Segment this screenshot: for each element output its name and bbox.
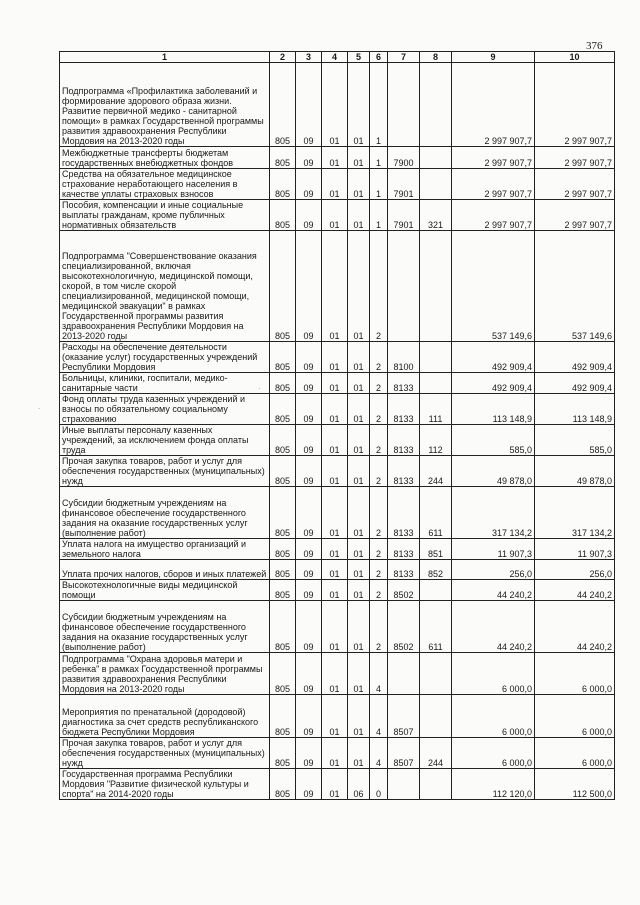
row-name: Субсидии бюджетным учреждениям на финансовое обеспечение государственного задания на оказание государственных услуг (выполнение работ) [60,487,270,539]
col2-code: 805 [270,169,296,200]
row-name: Уплата налога на имущество организаций и земельного налога [60,539,270,560]
col10-amount: 6 000,0 [535,653,615,695]
col2-code: 805 [270,580,296,601]
col3-code: 09 [296,231,322,342]
col2-code: 805 [270,394,296,425]
col7-code: 8133 [388,456,420,487]
col5-code: 06 [348,769,370,800]
col7-code: 8507 [388,695,420,738]
column-header: 2 [270,52,296,63]
column-header: 10 [535,52,615,63]
col5-code: 01 [348,169,370,200]
col3-code: 09 [296,169,322,200]
col3-code: 09 [296,695,322,738]
col3-code: 09 [296,769,322,800]
row-name: Подпрограмма «Профилактика заболеваний и формирование здорового образа жизни. Развитие первичной медико - санитарной помощи» в рамках Государственной программы развития здравоохранения Республики Мордовия на 2013-2020 годы [60,63,270,147]
col9-amount: 492 909,4 [452,342,535,373]
col2-code: 805 [270,560,296,580]
col2-code: 805 [270,63,296,147]
col5-code: 01 [348,63,370,147]
col5-code: 01 [348,695,370,738]
col2-code: 805 [270,539,296,560]
col6-code: 4 [370,738,388,769]
col9-amount: 256,0 [452,560,535,580]
row-name: Мероприятия по пренатальной (дородовой) диагностика за счет средств республиканского бюджета Республики Мордовия [60,695,270,738]
col8-code: 112 [420,425,452,456]
table-row [60,738,615,769]
col7-code: 8133 [388,373,420,394]
col4-code: 01 [322,373,348,394]
col3-code: 09 [296,200,322,231]
table-header-row [60,52,615,63]
row-name: Расходы на обеспечение деятельности (оказание услуг) государственных учреждений Республики Мордовия [60,342,270,373]
col6-code: 2 [370,425,388,456]
col10-amount: 492 909,4 [535,373,615,394]
table-row [60,560,615,580]
row-name: Больницы, клиники, госпитали, медико-санитарные части [60,373,270,394]
col8-code: 611 [420,487,452,539]
col2-code: 805 [270,601,296,653]
col8-code [420,342,452,373]
col2-code: 805 [270,200,296,231]
col5-code: 01 [348,539,370,560]
col9-amount: 49 878,0 [452,456,535,487]
col4-code: 01 [322,580,348,601]
col6-code: 2 [370,560,388,580]
col10-amount: 44 240,2 [535,601,615,653]
col5-code: 01 [348,487,370,539]
col7-code: 8133 [388,425,420,456]
table-body [60,63,615,800]
col3-code: 09 [296,653,322,695]
col5-code: 01 [348,231,370,342]
table-row [60,487,615,539]
col7-code: 8133 [388,487,420,539]
row-name: Прочая закупка товаров, работ и услуг для обеспечения государственных (муниципальных) нужд [60,456,270,487]
col7-code [388,769,420,800]
col10-amount: 537 149,6 [535,231,615,342]
col10-amount: 44 240,2 [535,580,615,601]
col8-code [420,63,452,147]
col8-code [420,769,452,800]
col4-code: 01 [322,200,348,231]
column-header: 3 [296,52,322,63]
col8-code [420,695,452,738]
table-row [60,539,615,560]
col6-code: 1 [370,147,388,169]
col3-code: 09 [296,580,322,601]
table-row [60,342,615,373]
col7-code: 7901 [388,200,420,231]
col4-code: 01 [322,231,348,342]
col7-code: 8502 [388,580,420,601]
col4-code: 01 [322,169,348,200]
col5-code: 01 [348,147,370,169]
col9-amount: 492 909,4 [452,373,535,394]
table-row [60,231,615,342]
col3-code: 09 [296,601,322,653]
col3-code: 09 [296,147,322,169]
row-name: Уплата прочих налогов, сборов и иных платежей [60,560,270,580]
col4-code: 01 [322,601,348,653]
col9-amount: 112 120,0 [452,769,535,800]
col2-code: 805 [270,653,296,695]
row-name: Прочая закупка товаров, работ и услуг для обеспечения государственных (муниципальных) нужд [60,738,270,769]
col8-code [420,373,452,394]
col2-code: 805 [270,769,296,800]
table-row [60,373,615,394]
col3-code: 09 [296,425,322,456]
col4-code: 01 [322,425,348,456]
col6-code: 2 [370,342,388,373]
col4-code: 01 [322,738,348,769]
column-header: 8 [420,52,452,63]
col5-code: 01 [348,394,370,425]
col8-code: 244 [420,738,452,769]
col8-code [420,580,452,601]
col9-amount: 2 997 907,7 [452,63,535,147]
col10-amount: 2 997 907,7 [535,169,615,200]
row-name: Межбюджетные трансферты бюджетам государственных внебюджетных фондов [60,147,270,169]
col6-code: 4 [370,653,388,695]
col5-code: 01 [348,653,370,695]
col3-code: 09 [296,738,322,769]
col2-code: 805 [270,425,296,456]
col8-code: 321 [420,200,452,231]
table-row [60,394,615,425]
col3-code: 09 [296,63,322,147]
col10-amount: 6 000,0 [535,695,615,738]
col9-amount: 2 997 907,7 [452,169,535,200]
col9-amount: 2 997 907,7 [452,200,535,231]
col7-code: 8133 [388,539,420,560]
col7-code: 8133 [388,394,420,425]
page-number: 376 [586,40,603,52]
col5-code: 01 [348,456,370,487]
col2-code: 805 [270,231,296,342]
col4-code: 01 [322,653,348,695]
row-name: Иные выплаты персоналу казенных учреждений, за исключением фонда оплаты труда [60,425,270,456]
col6-code: 2 [370,487,388,539]
col8-code: 244 [420,456,452,487]
table-row [60,200,615,231]
col8-code: 852 [420,560,452,580]
table-row [60,425,615,456]
col6-code: 0 [370,769,388,800]
row-name: Фонд оплаты труда казенных учреждений и взносы по обязательному социальному страхованию [60,394,270,425]
col4-code: 01 [322,487,348,539]
col4-code: 01 [322,342,348,373]
col4-code: 01 [322,560,348,580]
col10-amount: 11 907,3 [535,539,615,560]
col2-code: 805 [270,373,296,394]
col6-code: 2 [370,456,388,487]
col10-amount: 2 997 907,7 [535,63,615,147]
col8-code: 111 [420,394,452,425]
col9-amount: 6 000,0 [452,653,535,695]
col9-amount: 317 134,2 [452,487,535,539]
col10-amount: 113 148,9 [535,394,615,425]
col6-code: 1 [370,169,388,200]
col10-amount: 112 500,0 [535,769,615,800]
col5-code: 01 [348,342,370,373]
col2-code: 805 [270,738,296,769]
col3-code: 09 [296,373,322,394]
table-row [60,601,615,653]
column-header: 4 [322,52,348,63]
column-header: 1 [60,52,270,63]
col6-code: 2 [370,601,388,653]
row-name: Подпрограмма "Охрана здоровья матери и ребенка" в рамках Государственной программы развития здравоохранения Республики Мордовия на 2013-2020 годы [60,653,270,695]
col3-code: 09 [296,394,322,425]
col6-code: 2 [370,231,388,342]
col6-code: 2 [370,373,388,394]
col5-code: 01 [348,200,370,231]
col9-amount: 113 148,9 [452,394,535,425]
col10-amount: 492 909,4 [535,342,615,373]
col9-amount: 6 000,0 [452,695,535,738]
col4-code: 01 [322,769,348,800]
col7-code [388,231,420,342]
col10-amount: 2 997 907,7 [535,147,615,169]
col9-amount: 2 997 907,7 [452,147,535,169]
col10-amount: 2 997 907,7 [535,200,615,231]
row-name: Пособия, компенсации и иные социальные выплаты гражданам, кроме публичных нормативных обязательств [60,200,270,231]
col3-code: 09 [296,342,322,373]
col9-amount: 585,0 [452,425,535,456]
col4-code: 01 [322,147,348,169]
col9-amount: 6 000,0 [452,738,535,769]
col7-code: 7901 [388,169,420,200]
col6-code: 1 [370,63,388,147]
col7-code: 8502 [388,601,420,653]
col4-code: 01 [322,456,348,487]
col4-code: 01 [322,63,348,147]
col2-code: 805 [270,695,296,738]
col7-code: 7900 [388,147,420,169]
table-row [60,169,615,200]
column-header: 6 [370,52,388,63]
row-name: Подпрограмма "Совершенствование оказания специализированной, включая высокотехнологичную, медицинской помощи, скорой, в том числе скорой специализированной, медицинской помощи, медицинской эвакуации" в рамках Государственной программы развития здравоохранения Республики Мордовия на 2013-2020 годы [60,231,270,342]
row-name: Средства на обязательное медицинское страхование неработающего населения в качестве уплаты страховых взносов [60,169,270,200]
col7-code: 8133 [388,560,420,580]
col4-code: 01 [322,695,348,738]
col7-code [388,63,420,147]
col5-code: 01 [348,425,370,456]
col9-amount: 44 240,2 [452,601,535,653]
col4-code: 01 [322,539,348,560]
col10-amount: 317 134,2 [535,487,615,539]
col5-code: 01 [348,560,370,580]
col7-code: 8507 [388,738,420,769]
table-row [60,695,615,738]
col6-code: 2 [370,394,388,425]
col6-code: 2 [370,580,388,601]
col8-code: 611 [420,601,452,653]
col6-code: 2 [370,539,388,560]
col9-amount: 44 240,2 [452,580,535,601]
col5-code: 01 [348,601,370,653]
col2-code: 805 [270,342,296,373]
col10-amount: 256,0 [535,560,615,580]
scan-mark: . [38,402,41,411]
col2-code: 805 [270,456,296,487]
col7-code [388,653,420,695]
col3-code: 09 [296,487,322,539]
col8-code [420,231,452,342]
column-header: 7 [388,52,420,63]
col8-code [420,169,452,200]
col5-code: 01 [348,373,370,394]
row-name: Субсидии бюджетным учреждениям на финансовое обеспечение государственного задания на оказание государственных услуг (выполнение работ) [60,601,270,653]
col9-amount: 537 149,6 [452,231,535,342]
scan-mark: · [258,384,261,393]
col10-amount: 49 878,0 [535,456,615,487]
col6-code: 4 [370,695,388,738]
col9-amount: 11 907,3 [452,539,535,560]
col4-code: 01 [322,394,348,425]
col3-code: 09 [296,456,322,487]
table-row [60,653,615,695]
table-row [60,769,615,800]
budget-table [59,51,615,800]
col3-code: 09 [296,560,322,580]
col3-code: 09 [296,539,322,560]
col6-code: 1 [370,200,388,231]
col8-code [420,653,452,695]
table-row [60,63,615,147]
column-header: 9 [452,52,535,63]
table-row [60,456,615,487]
col5-code: 01 [348,580,370,601]
col10-amount: 6 000,0 [535,738,615,769]
col5-code: 01 [348,738,370,769]
row-name: Высокотехнологичные виды медицинской помощи [60,580,270,601]
col2-code: 805 [270,487,296,539]
table-row [60,580,615,601]
col7-code: 8100 [388,342,420,373]
col2-code: 805 [270,147,296,169]
col8-code [420,147,452,169]
row-name: Государственная программа Республики Мордовия "Развитие физической культуры и спорта" на 2014-2020 годы [60,769,270,800]
table-row [60,147,615,169]
col8-code: 851 [420,539,452,560]
col10-amount: 585,0 [535,425,615,456]
column-header: 5 [348,52,370,63]
